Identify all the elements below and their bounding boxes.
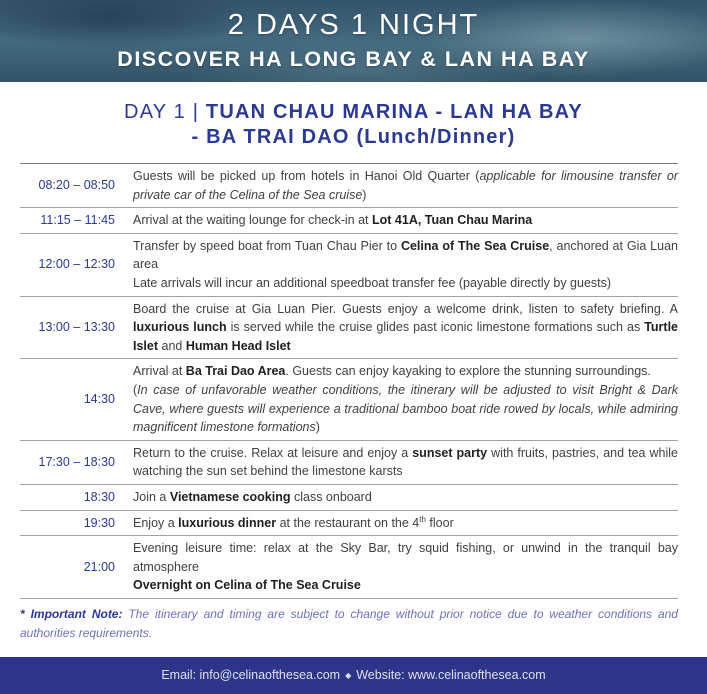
description-line [133, 381, 678, 437]
email-link[interactable]: info@celinaofthesea.com [199, 668, 341, 682]
text-segment: Evening leisure time: relax at the Sky Bar, try squid fishing, or unwind in the tranquil bay atmosphere [133, 541, 678, 574]
text-segment: Arrival at the waiting lounge for check-in at [133, 213, 373, 228]
day-title-line-2 [0, 125, 707, 150]
row-description [133, 211, 678, 230]
text-segment: , anchored at Gia Luan area [133, 238, 678, 272]
description-line [133, 237, 678, 274]
itinerary-row [20, 485, 678, 511]
bold-text: Human Head Islet [185, 338, 291, 353]
row-description [133, 539, 678, 595]
itinerary-row [20, 441, 678, 485]
row-time: 13:00 – 13:30 [38, 320, 115, 335]
text-segment: Return to the cruise. Relax at leisure and enjoy a [133, 445, 413, 460]
description-line [133, 274, 678, 293]
row-time: 21:00 [83, 559, 115, 574]
bold-text: Ba Trai Dao Area [185, 364, 286, 379]
row-time: 12:00 – 12:30 [38, 257, 115, 272]
row-time: 19:30 [83, 515, 115, 530]
text-segment: . Guests can enjoy kayaking to explore the stunning surroundings. [285, 364, 651, 379]
day-title [0, 100, 707, 150]
important-note [20, 605, 678, 643]
bold-text: luxurious dinner [178, 515, 277, 530]
text-segment: at the restaurant on the 4 [276, 515, 420, 530]
text-segment: Transfer by speed boat from Tuan Chau Pier to [133, 238, 401, 253]
bold-text: luxurious lunch [133, 320, 227, 335]
text-segment: Enjoy a [133, 515, 179, 530]
description-line [133, 576, 678, 595]
text-segment: floor [425, 515, 454, 530]
note-text: The itinerary and timing are subject to change without prior notice due to weather conditions and authorities requirements. [20, 606, 678, 640]
description-line [133, 300, 678, 356]
text-segment: with fruits, pastries, and tea while watching the sun set behind the limestone karsts [133, 445, 678, 479]
description-line [133, 488, 678, 507]
day-title-line-1 [0, 100, 707, 125]
text-segment: Join a [133, 489, 170, 504]
day-route-title: TUAN CHAU MARINA - LAN HA BAY [205, 101, 583, 123]
description-line [133, 167, 678, 204]
row-description [133, 167, 678, 204]
bold-text: Overnight on Celina of The Sea Cruise [133, 578, 361, 593]
text-segment: Arrival at [133, 364, 186, 379]
website-link[interactable]: www.celinaofthesea.com [408, 668, 546, 682]
text-segment: class onboard [290, 489, 372, 504]
itinerary-table [20, 163, 678, 599]
trip-duration-title: 2 DAYS 1 NIGHT [227, 9, 480, 41]
email-label: Email: [161, 668, 200, 682]
description-line [133, 211, 678, 230]
diamond-separator-icon: ◆ [345, 671, 352, 680]
bold-text: Celina of The Sea Cruise [400, 238, 550, 253]
text-segment: is served while the cruise glides past iconic limestone formations such as [226, 320, 645, 335]
row-time: 17:30 – 18:30 [38, 455, 115, 470]
trip-subtitle: DISCOVER HA LONG BAY & LAN HA BAY [117, 47, 590, 71]
itinerary-row [20, 234, 678, 297]
row-time: 08:20 – 08:50 [38, 178, 115, 193]
italic-text: In case of unfavorable weather conditions, the itinerary will be adjusted to visit Bright & Dark Cave, where guests will experience a traditional bamboo boat ride rowed by locals, while admiring magnificent limestone formations [133, 382, 678, 435]
description-line [133, 539, 678, 576]
itinerary-row [20, 208, 678, 234]
row-description [133, 362, 678, 436]
itinerary-row [20, 359, 678, 440]
row-description [133, 488, 678, 507]
row-description [133, 444, 678, 481]
text-segment: ( [133, 382, 138, 397]
text-segment: Board the cruise at Gia Luan Pier. Guests enjoy a welcome drink, listen to safety briefing. A [133, 301, 678, 316]
itinerary-row [20, 164, 678, 208]
text-segment: Late arrivals will incur an additional speedboat transfer fee (payable directly by guests) [133, 275, 612, 290]
day-label: DAY 1 | [124, 101, 206, 123]
row-description [133, 514, 678, 533]
header-banner [0, 0, 707, 82]
bold-text: Vietnamese cooking [169, 489, 291, 504]
text-segment: Guests will be picked up from hotels in Hanoi Old Quarter ( [133, 169, 480, 183]
row-time: 11:15 – 11:45 [40, 213, 115, 228]
text-segment: ) [315, 420, 320, 435]
description-line [133, 362, 678, 381]
bold-text: Turtle Islet [133, 320, 679, 353]
description-line [133, 444, 678, 481]
itinerary-section [20, 163, 678, 643]
superscript-text: th [419, 514, 426, 524]
website-label: Website: [356, 668, 409, 682]
row-description [133, 237, 678, 293]
row-time: 18:30 [83, 489, 115, 504]
itinerary-row [20, 297, 678, 360]
day-route-subtitle: - BA TRAI DAO (Lunch/Dinner) [191, 126, 516, 148]
text-segment: and [158, 338, 186, 353]
note-label: * Important Note: [20, 606, 123, 621]
itinerary-row [20, 536, 678, 599]
description-line [133, 514, 678, 533]
footer [0, 657, 707, 694]
text-segment: ) [362, 187, 367, 202]
row-time: 14:30 [83, 392, 115, 407]
italic-text: applicable for limousine transfer or private car of the Celina of the Sea cruise [133, 169, 678, 202]
row-description [133, 300, 678, 356]
itinerary-row [20, 511, 678, 537]
bold-text: Lot 41A, Tuan Chau Marina [372, 213, 533, 228]
bold-text: sunset party [412, 445, 488, 460]
